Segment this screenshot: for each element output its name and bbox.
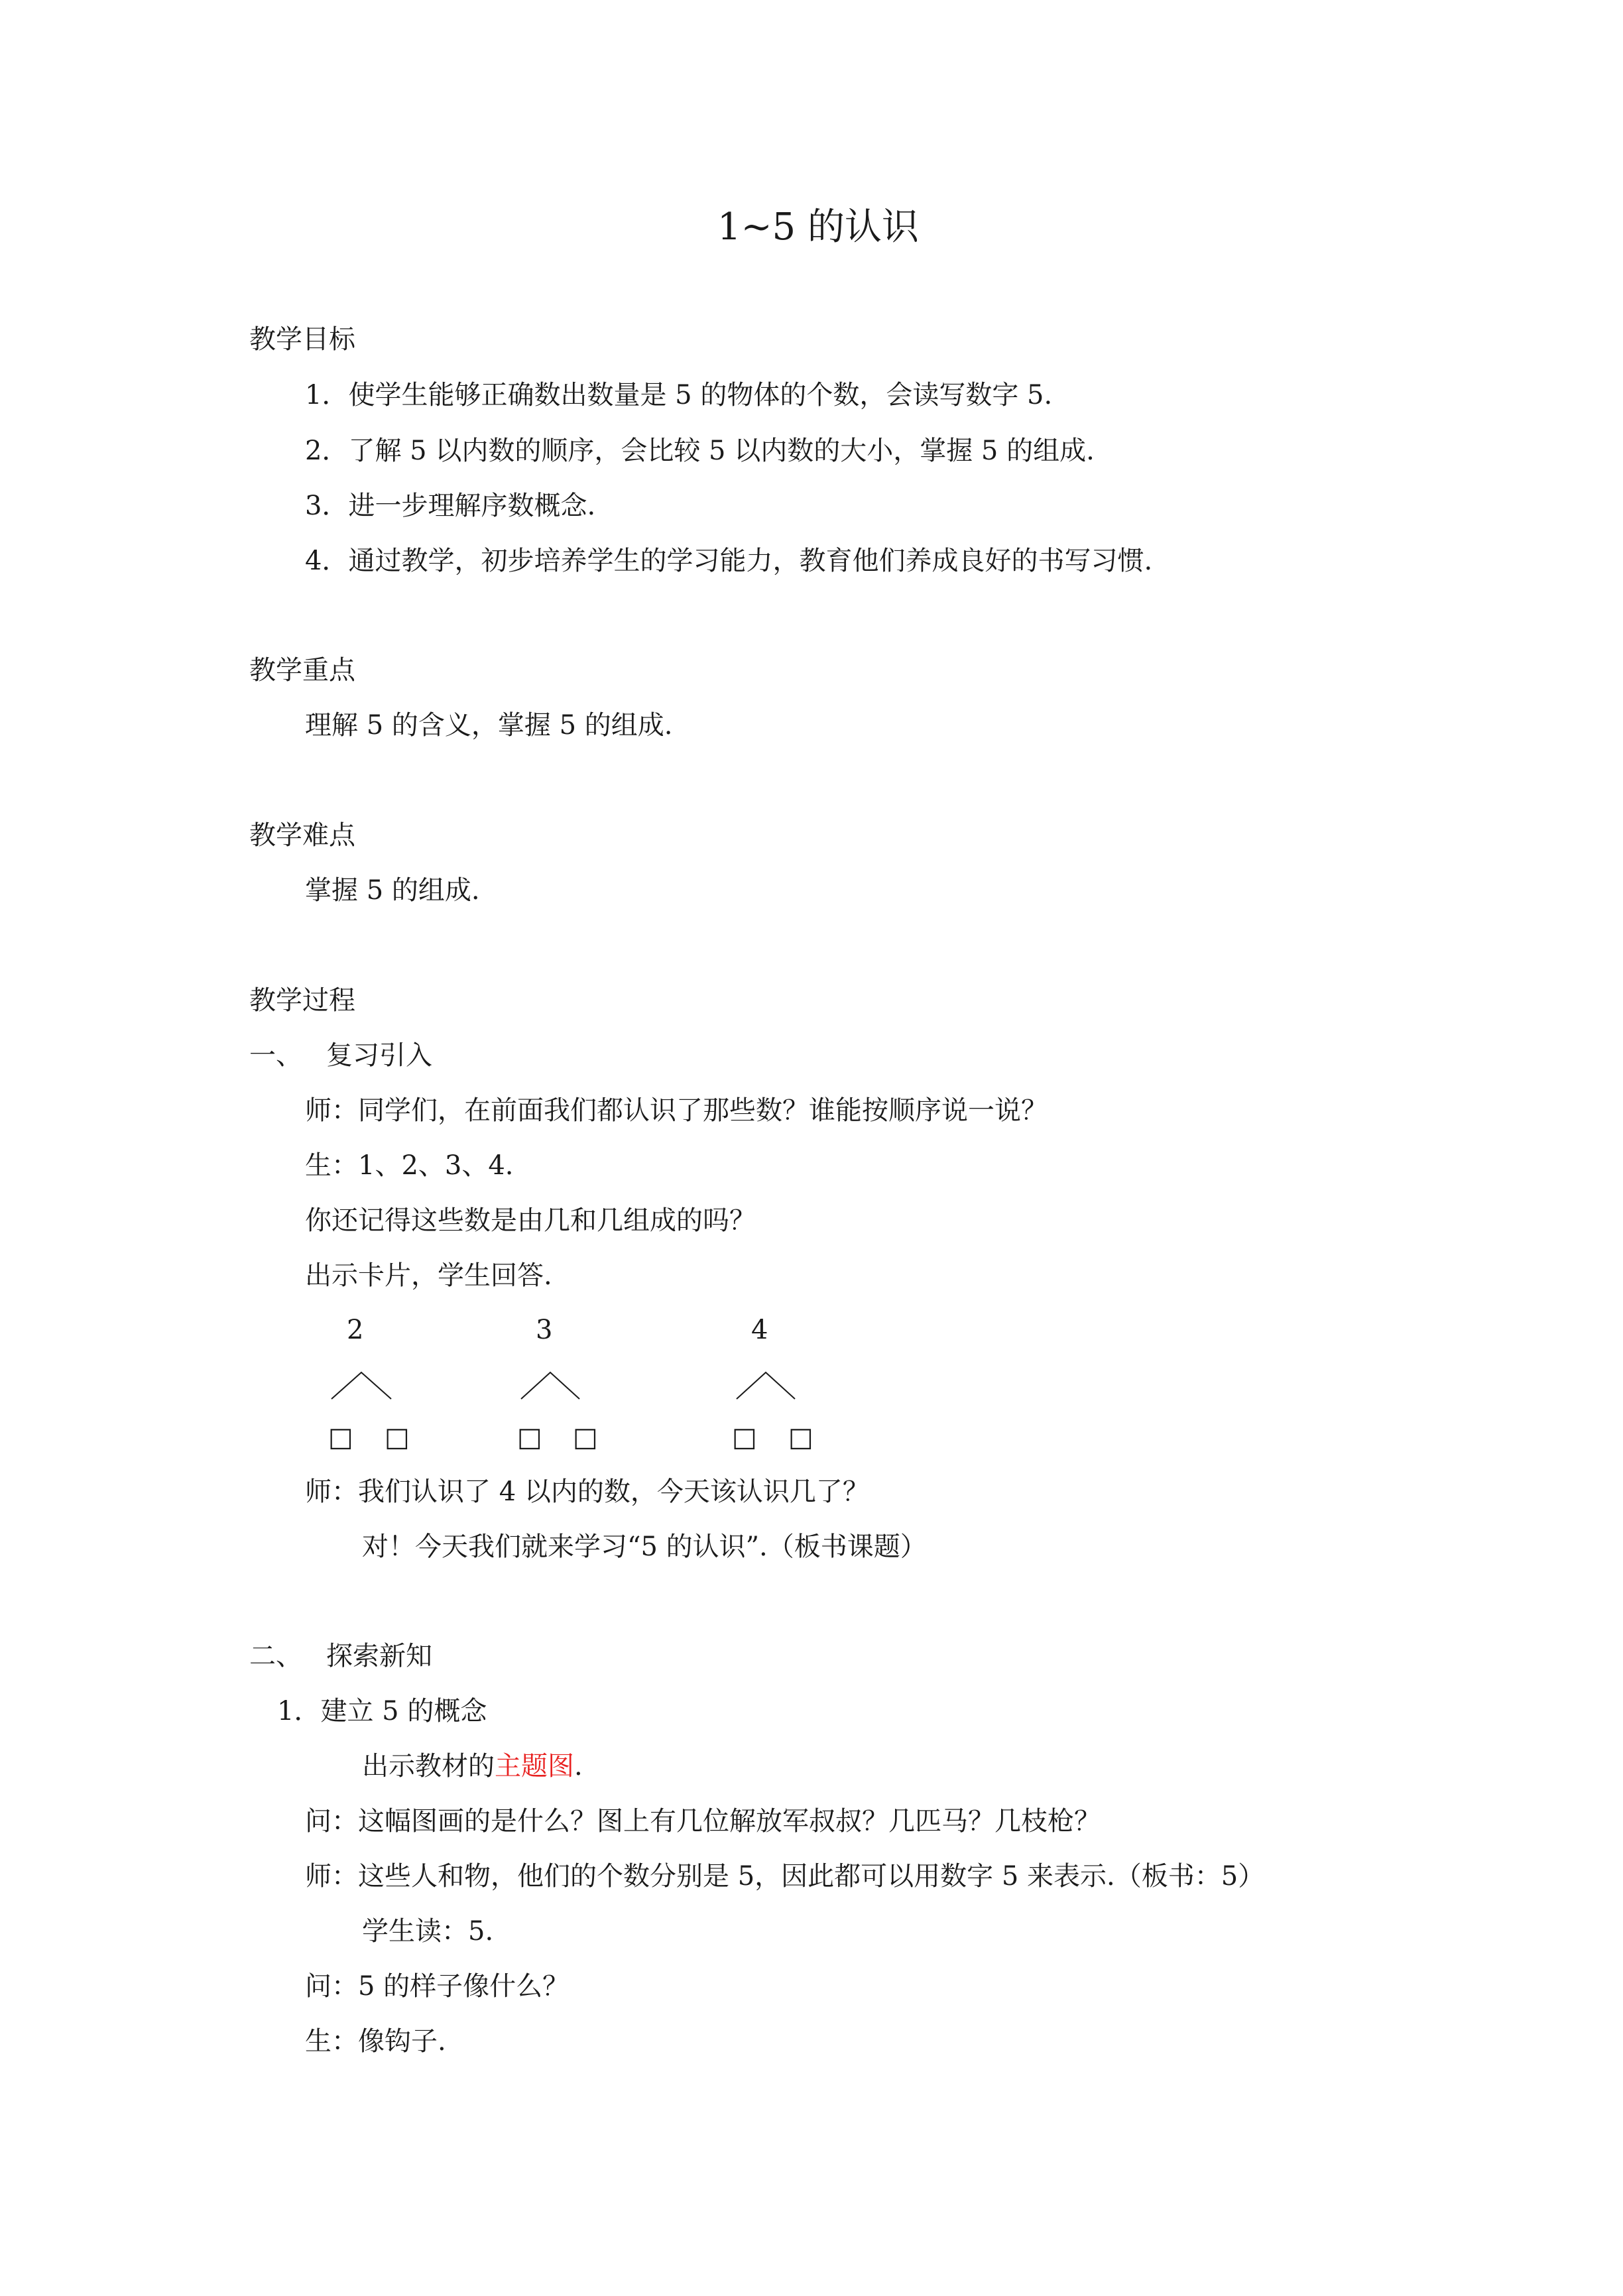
card-box: □: [328, 1422, 353, 1453]
card-box: □: [788, 1422, 813, 1453]
card-number: 2: [347, 1315, 364, 1345]
part1-number: 一、: [249, 1040, 302, 1071]
part1-line: 对！今天我们就来学习“5 的认识”.（板书课题）: [362, 1532, 927, 1562]
objectives-heading: 教学目标: [249, 324, 355, 355]
show-suffix: .: [574, 1751, 583, 1782]
card-box: □: [732, 1422, 757, 1453]
key-point-heading: 教学重点: [249, 655, 355, 686]
part2-line: 生：像钩子.: [305, 2026, 446, 2057]
card-box: □: [517, 1422, 542, 1453]
process-heading: 教学过程: [249, 985, 355, 1016]
card-number: 4: [751, 1315, 768, 1345]
part1-line: 你还记得这些数是由几和几组成的吗？: [305, 1205, 756, 1236]
show-prefix: 出示教材的: [362, 1751, 495, 1782]
difficulty-text: 掌握 5 的组成.: [305, 875, 480, 906]
part1-line: 出示卡片，学生回答.: [305, 1260, 552, 1291]
objective-item: 4．通过教学，初步培养学生的学习能力，教育他们养成良好的书写习惯.: [305, 546, 1153, 576]
part2-subheading: 1．建立 5 的概念: [277, 1696, 487, 1726]
key-point-text: 理解 5 的含义，掌握 5 的组成.: [305, 710, 673, 741]
part2-line: 学生读：5.: [362, 1916, 494, 1947]
part2-number: 二、: [249, 1641, 302, 1671]
theme-picture-link[interactable]: 主题图: [495, 1751, 574, 1782]
part1-line: 师：同学们，在前面我们都认识了那些数？谁能按顺序说一说？: [305, 1095, 1048, 1126]
part2-title: 探索新知: [326, 1641, 432, 1671]
part2-line: 问：这幅图画的是什么？图上有几位解放军叔叔？几匹马？几枝枪？: [305, 1806, 1101, 1837]
part2-line: 师：这些人和物，他们的个数分别是 5，因此都可以用数字 5 来表示.（板书：5）: [305, 1861, 1265, 1892]
card-box: □: [385, 1422, 410, 1453]
page-title: 1~5 的认识: [717, 206, 919, 249]
show-theme-line: [362, 1753, 583, 1780]
difficulty-heading: 教学难点: [249, 820, 355, 851]
part2-line: 问：5 的样子像什么？: [305, 1971, 570, 2002]
card-box: □: [573, 1422, 598, 1453]
card-number: 3: [536, 1315, 553, 1345]
objective-item: 3．进一步理解序数概念.: [305, 491, 596, 521]
part1-line: 师：我们认识了 4 以内的数，今天该认识几了？: [305, 1477, 869, 1507]
objective-item: 1．使学生能够正确数出数量是 5 的物体的个数，会读写数字 5.: [305, 380, 1053, 410]
objective-item: 2．了解 5 以内数的顺序，会比较 5 以内数的大小，掌握 5 的组成.: [305, 436, 1095, 466]
part1-line: 生：1、2、3、4.: [305, 1150, 514, 1181]
part1-title: 复习引入: [326, 1040, 432, 1071]
